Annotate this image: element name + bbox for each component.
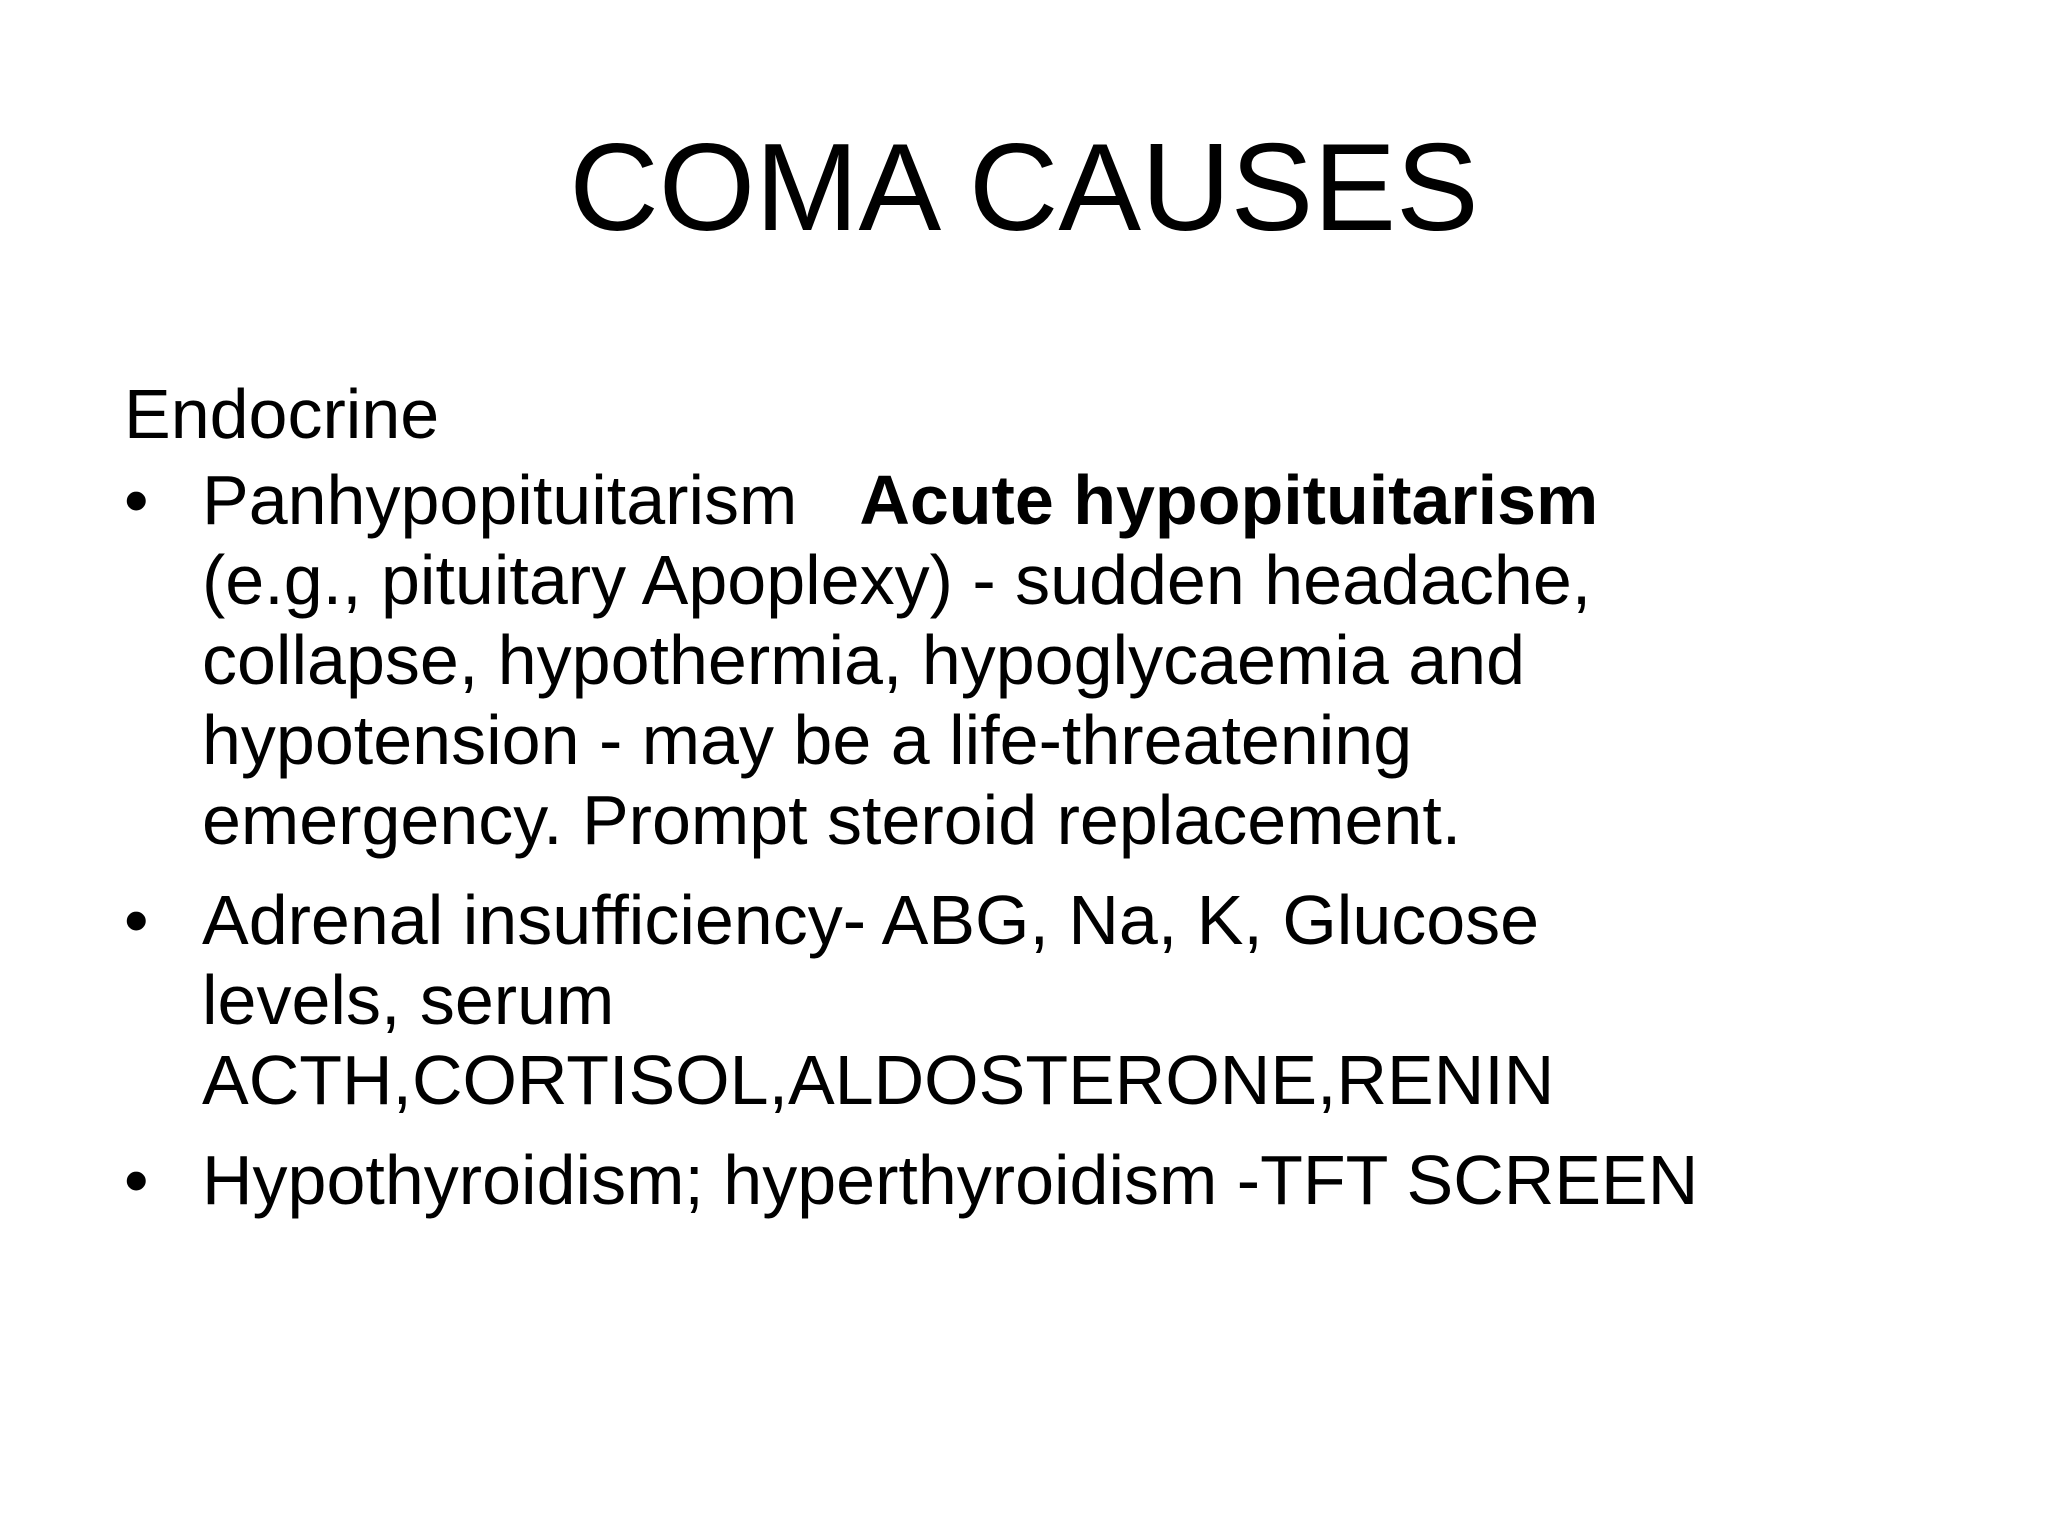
bullet-item-thyroid [124,1140,1984,1220]
bullet-icon: • [124,461,149,539]
section-heading: Endocrine [124,375,440,453]
slide-content [124,374,1984,1240]
bullet-text: Panhypopituitarism [202,461,798,539]
bullet-icon: • [124,1141,149,1219]
bullet-line [202,460,1984,540]
bullet-emphasis: Acute hypopituitarism [859,461,1599,539]
bullet-item-panhypopituitarism [124,460,1984,860]
bullet-line: hypotension - may be a life-threatening [202,701,1413,779]
slide-title: COMA CAUSES [569,119,1479,257]
bullet-list [124,460,1984,1220]
bullet-line: Hypothyroidism; hyperthyroidism -TFT SCREEN [202,1141,1699,1219]
bullet-line: collapse, hypothermia, hypoglycaemia and [202,621,1525,699]
bullet-line: emergency. Prompt steroid replacement. [202,781,1462,859]
bullet-line: ACTH,CORTISOL,ALDOSTERONE,RENIN [202,1041,1555,1119]
bullet-line: Adrenal insufficiency- ABG, Na, K, Glucose [202,881,1540,959]
bullet-icon: • [124,881,149,959]
bullet-item-adrenal-insufficiency [124,880,1984,1120]
bullet-line: levels, serum [202,961,615,1039]
bullet-line: (e.g., pituitary Apoplexy) - sudden headache, [202,541,1592,619]
